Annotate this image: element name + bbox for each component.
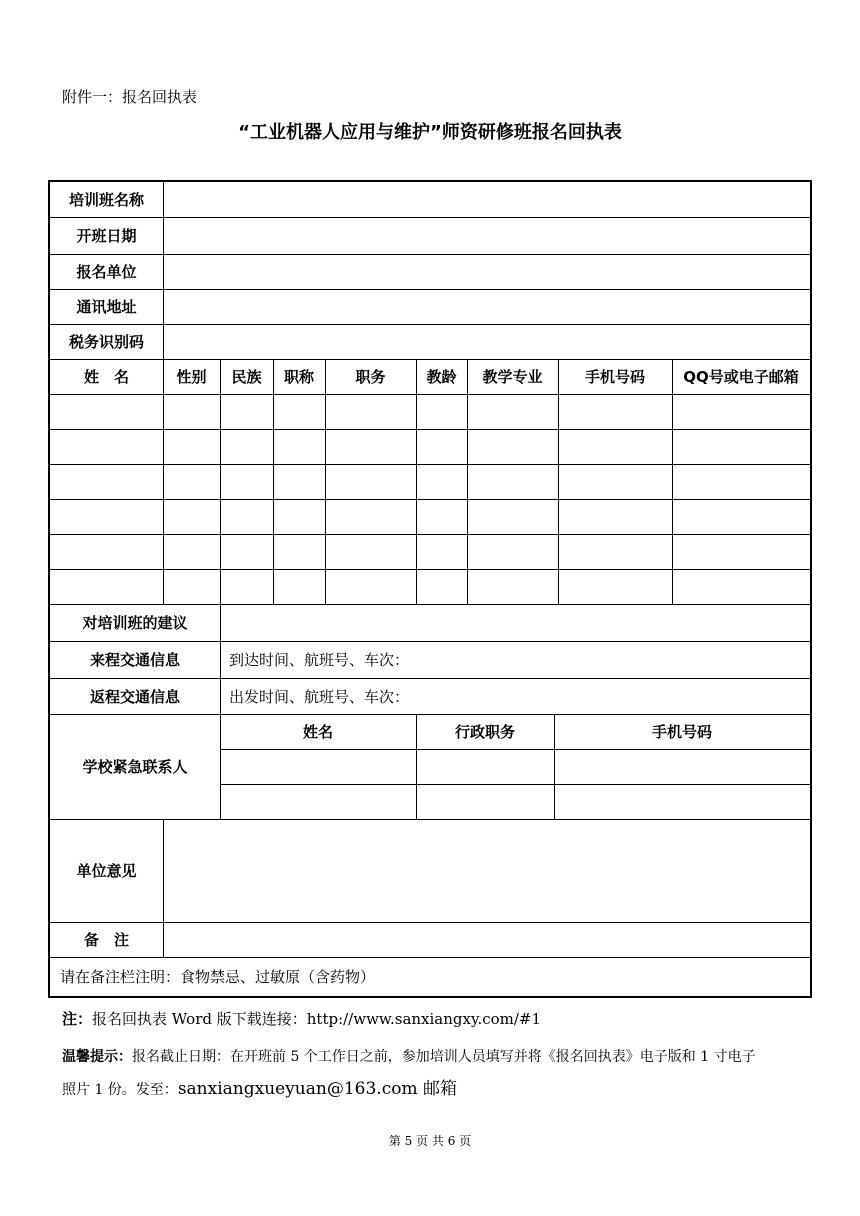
- header-gender: 性别: [176, 368, 207, 386]
- field-remarks[interactable]: [164, 923, 810, 957]
- registration-form-table: [48, 180, 812, 998]
- emergency-header-position: 行政职务: [454, 723, 515, 741]
- label-remarks: 备 注: [83, 931, 129, 949]
- participant-row[interactable]: [50, 500, 810, 534]
- page-title: “工业机器人应用与维护”师资研修班报名回执表: [238, 122, 622, 143]
- tip-label: 温馨提示：: [62, 1049, 132, 1065]
- note-label: 注：: [62, 1010, 93, 1028]
- note-text: 报名回执表 Word 版下载连接：http://www.sanxiangxy.com/#1: [92, 1010, 542, 1028]
- field-tax-id[interactable]: [164, 325, 810, 359]
- emergency-row[interactable]: [221, 785, 810, 819]
- emergency-header-name: 姓名: [302, 723, 333, 741]
- header-name: 姓 名: [83, 368, 129, 386]
- emergency-row[interactable]: [221, 750, 810, 784]
- field-mailing-address[interactable]: [164, 290, 810, 324]
- participant-row[interactable]: [50, 535, 810, 569]
- label-registration-unit: 报名单位: [76, 263, 137, 281]
- label-emergency-contact: 学校紧急联系人: [82, 758, 188, 776]
- tip-line-2: [62, 1074, 457, 1099]
- page-number: 第 5 页 共 6 页: [388, 1134, 472, 1148]
- header-phone: 手机号码: [584, 368, 645, 386]
- header-qq-email: QQ号或电子邮箱: [683, 368, 799, 386]
- emergency-header-phone: 手机号码: [651, 723, 712, 741]
- label-training-class: 培训班名称: [68, 191, 144, 209]
- participant-row[interactable]: [50, 465, 810, 499]
- header-position: 职务: [355, 368, 386, 386]
- field-registration-unit[interactable]: [164, 255, 810, 289]
- label-return-transport: 返程交通信息: [89, 687, 180, 706]
- label-tax-id: 税务识别码: [68, 333, 144, 351]
- field-start-date[interactable]: [164, 218, 810, 254]
- header-ethnicity: 民族: [231, 368, 262, 386]
- label-start-date: 开班日期: [76, 227, 137, 245]
- tip-text-2: 照片 1 份。发至：: [62, 1082, 178, 1098]
- field-arrival-transport[interactable]: 到达时间、航班号、车次：: [229, 651, 410, 669]
- field-suggestion[interactable]: [221, 605, 810, 641]
- header-title: 职称: [283, 368, 314, 386]
- tip-text-1: 报名截止日期：在开班前 5 个工作日之前，参加培训人员填写并将《报名回执表》电子版和 1 寸电子: [132, 1049, 756, 1065]
- field-training-class[interactable]: [164, 182, 810, 217]
- field-unit-opinion[interactable]: [164, 820, 810, 922]
- participant-row[interactable]: [50, 570, 810, 604]
- tip-tail: 邮箱: [417, 1079, 457, 1099]
- header-teaching-major: 教学专业: [482, 368, 543, 386]
- label-mailing-address: 通讯地址: [76, 298, 137, 316]
- remarks-instruction: 请在备注栏注明：食物禁忌、过敏原（含药物）: [60, 968, 376, 986]
- participant-row[interactable]: [50, 395, 810, 429]
- download-note: [62, 1008, 541, 1029]
- tip-line-1: [62, 1046, 756, 1066]
- participant-row[interactable]: [50, 430, 810, 464]
- label-unit-opinion: 单位意见: [76, 862, 137, 880]
- label-arrival-transport: 来程交通信息: [89, 651, 180, 669]
- label-suggestion: 对培训班的建议: [82, 614, 188, 632]
- header-teaching-years: 教龄: [426, 368, 457, 386]
- attachment-label: 附件一：报名回执表: [62, 88, 198, 106]
- field-return-transport[interactable]: 出发时间、航班号、车次：: [229, 687, 410, 706]
- tip-email[interactable]: sanxiangxueyuan@163.com: [177, 1079, 418, 1099]
